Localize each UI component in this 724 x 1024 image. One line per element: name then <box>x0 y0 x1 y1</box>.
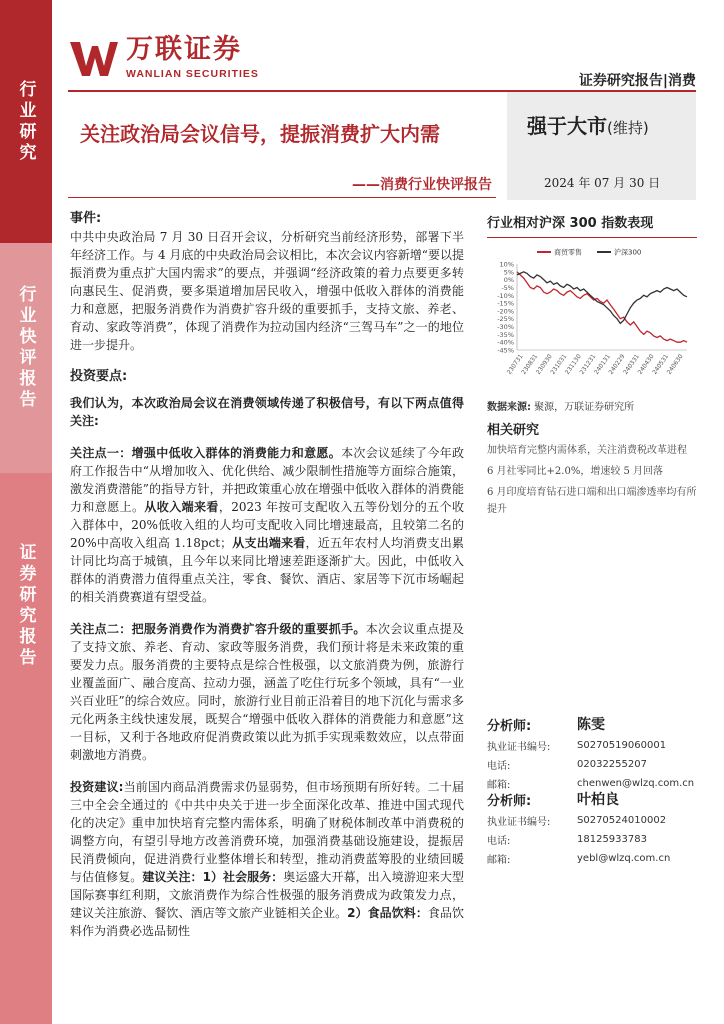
title-divider <box>68 197 496 198</box>
x-tick-label: 230930 <box>534 353 554 376</box>
x-tick-label: 240630 <box>665 353 685 376</box>
rating-note: (维持) <box>607 119 649 137</box>
x-tick-label: 231031 <box>549 353 569 376</box>
report-subtitle: ——消费行业快评报告 <box>352 177 492 193</box>
rating-main: 强于大市 <box>527 114 607 138</box>
y-tick-label: -40% <box>497 338 514 347</box>
report-date: 2024 年 07 月 30 日 <box>544 176 661 190</box>
related-research-heading: 相关研究 <box>487 423 540 438</box>
related-research-item[interactable]: 6 月社零同比+2.0%，增速较 5 月回落 <box>487 466 664 477</box>
series-line-1 <box>517 272 687 324</box>
analyst-block-2: 分析师: 叶柏良 执业证书编号: S0270524010002 电话: 18125933783 邮箱: yebl@wlzq.com.cn <box>487 787 697 868</box>
point-one-lead: 关注点一：增强中低收入群体的消费能力和意愿。 <box>70 446 342 460</box>
event-heading: 事件: <box>70 211 102 226</box>
company-logo <box>68 36 259 80</box>
y-tick-label: -35% <box>497 330 514 339</box>
legend-label: 商贸零售 <box>554 248 582 257</box>
x-tick-label: 230831 <box>520 353 540 376</box>
y-tick-label: 10% <box>499 260 514 269</box>
y-tick-label: -25% <box>497 315 514 324</box>
x-tick-label: 231231 <box>578 353 598 376</box>
analyst-name: 叶柏良 <box>577 792 619 808</box>
side-tab-securities-report: 证券研究报告 <box>0 473 52 1024</box>
points-heading: 投资要点: <box>70 369 128 384</box>
analyst-block-1: 分析师: 陈雯 执业证书编号: S0270519060001 电话: 02032255207 邮箱: chenwen@wlzq.com.cn <box>487 712 697 793</box>
side-tab-industry-research: 行业研究 <box>0 0 52 243</box>
wanlian-logo-icon <box>68 36 120 80</box>
y-tick-label: -30% <box>497 323 514 332</box>
x-tick-label: 240229 <box>607 353 627 376</box>
advice-lead: 投资建议: <box>70 780 124 794</box>
relative-performance-chart <box>487 242 697 392</box>
x-tick-label: 230731 <box>505 353 525 376</box>
analyst-name: 陈雯 <box>577 717 605 733</box>
point-two: 关注点二：把服务消费作为消费扩容升级的重要抓手。本次会议重点提及了支持文旅、养老、育动、家政等服务消费，我们预计将是未来政策的重要发力点。服务消费的主要特点是综合性极强，以文旅消费为例，旅游行业覆盖面广、融合度高、拉动力强，涵盖了吃住行玩多个领域，具有“一业兴百业旺”的综合效应。同时，旅游行业目前正沿着目的地下沉化与需求多元化两条主线快速发展，既契合“增强中低收入群体的消费能力和意愿”这一目标，又利于各地政府促消费政策以此为抓手实现乘数效应，以点带面刺激地方消费。 <box>70 622 464 762</box>
phone-number: 18125933783 <box>577 834 647 845</box>
y-tick-label: -15% <box>497 299 514 308</box>
points-intro: 我们认为，本次政治局会议在消费领域传递了积极信号，有以下两点值得关注: <box>70 396 464 428</box>
related-research-item[interactable]: 加快培育完整内需体系，关注消费税改革进程 <box>487 445 687 456</box>
x-tick-label: 240531 <box>651 353 671 376</box>
email-link[interactable]: yebl@wlzq.com.cn <box>577 853 671 864</box>
event-text: 中共中央政治局 7 月 30 日召开会议，分析研究当前经济形势，部署下半年经济工作。与 4 月底的中央政治局会议相比，本次会议内容新增“要以提振消费为重点扩大国内需求”的要点，并强调“经济政策的着力点要更多转向惠民生、促消费，要多渠道增加居民收入，增强中低收入群体的消费能力和意愿，把服务消费作为消费扩容升级的重要抓手，支持文旅、养老、育动、家政等消费”，体现了消费作为拉动国内经济“三驾马车”之一的地位进一步提升。 <box>70 230 464 352</box>
brand-name-en: WANLIAN SECURITIES <box>126 68 259 80</box>
sidebar-right <box>487 212 697 518</box>
analyst-label: 分析师: <box>487 793 532 809</box>
report-type: 证券研究报告|消费 <box>578 73 696 89</box>
series-line-0 <box>517 272 687 342</box>
industry-rating <box>527 110 649 139</box>
chart-title-divider <box>487 237 697 238</box>
data-source: 数据来源: 聚源，万联证券研究所 <box>487 402 635 413</box>
chart-title: 行业相对沪深 300 指数表现 <box>487 216 654 231</box>
point-two-lead: 关注点二：把服务消费作为消费扩容升级的重要抓手。 <box>70 622 366 636</box>
x-tick-label: 240430 <box>636 353 656 376</box>
report-title: 关注政治局会议信号，提振消费扩大内需 <box>80 122 440 146</box>
side-tab-quick-review: 行业快评报告 <box>0 243 52 473</box>
y-tick-label: -5% <box>501 283 514 292</box>
investment-advice: 投资建议:当前国内商品消费需求仍显弱势，但市场预期有所好转。二十届三中全会全通过的《中共中央关于进一步全面深化改革、推进中国式现代化的决定》重申加快培育完整内需体系，明确了财税体制改革中消费税的调整方向，有望引导地方改善消费环境，加强消费基础设施建设，提振居民消费倾向，促进消费行业整体增长和转型，推动消费蓝筹股的业绩回暖与估值修复。建议关注：1）社会服务：奥运盛大开幕，出入境游迎来大型国际赛事红利期，文旅消费作为综合性极强的服务消费成为政策发力点，建议关注旅游、餐饮、酒店等文旅产业链相关企业。2）食品饮料：食品饮料作为消费必选品韧性 <box>70 780 464 938</box>
brand-name-cn: 万联证券 <box>126 34 242 65</box>
y-tick-label: -20% <box>497 307 514 316</box>
email-link[interactable]: chenwen@wlzq.com.cn <box>577 778 695 789</box>
x-tick-label: 231130 <box>563 353 583 376</box>
y-tick-label: 0% <box>503 276 514 285</box>
y-tick-label: -10% <box>497 291 514 300</box>
license-number: S0270524010002 <box>577 815 667 826</box>
legend-label: 沪深300 <box>614 248 642 257</box>
x-tick-label: 240331 <box>622 353 642 376</box>
y-tick-label: 5% <box>503 268 514 277</box>
license-number: S0270519060001 <box>577 740 667 751</box>
main-content <box>70 210 464 940</box>
point-one: 关注点一：增强中低收入群体的消费能力和意愿。本次会议延续了今年政府工作报告中“从增加收入、优化供给、减少限制性措施等方面综合施策，激发消费潜能”的指导方针，并把政策重心放在增强中低收入群体的消费能力和意愿上。从收入端来看，2023 年按可支配收入五等份划分的五个收入群体中，20%低收入组的人均可支配收入同比增速最高，且较第二名的 20%中高收入组高 1.18pct；从支出端来看，近五年农村人均消费支出累计同比均高于城镇，且今年以来同比增速差距逐渐扩大。因此，中低收入群体的消费潜力值得重点关注，零食、餐饮、酒店、家居等下沉市场崛起的相关消费赛道有望受益。 <box>70 446 464 604</box>
y-tick-label: -45% <box>497 346 514 355</box>
x-tick-label: 240131 <box>593 353 612 376</box>
related-research-item[interactable]: 6 月印度培育钻石进口端和出口端渗透率均有所提升 <box>487 487 697 515</box>
phone-number: 02032255207 <box>577 759 647 770</box>
analyst-label: 分析师: <box>487 718 532 734</box>
